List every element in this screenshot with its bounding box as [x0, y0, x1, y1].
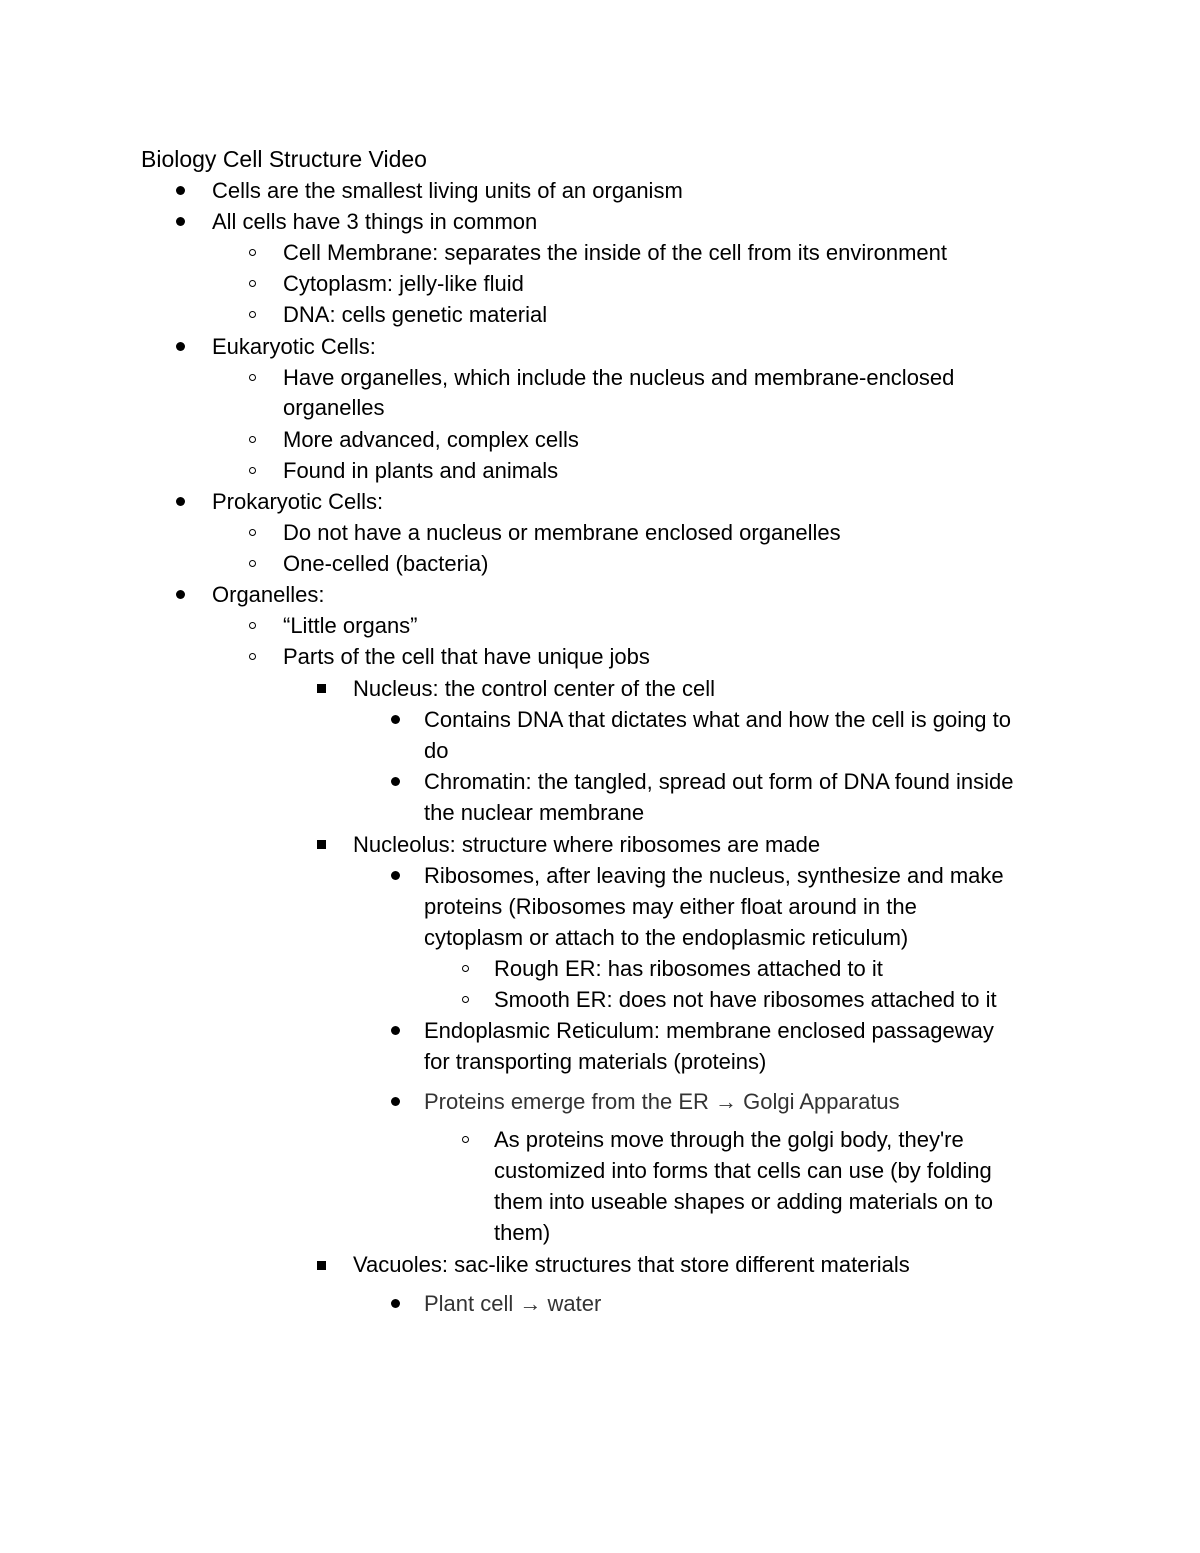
circle-bullet-icon [462, 996, 469, 1003]
circle-bullet-icon [462, 965, 469, 972]
list-item: Contains DNA that dictates what and how the cell is going to [424, 707, 1012, 732]
list-item: Cell Membrane: separates the inside of the cell from its environment [283, 240, 947, 265]
list-item: Have organelles, which include the nucleus and membrane-enclosed [283, 365, 955, 390]
disc-bullet-icon [391, 777, 400, 786]
circle-bullet-icon [249, 311, 256, 318]
list-item-continuation: them into useable shapes or adding materials on to [494, 1189, 993, 1214]
list-item: Parts of the cell that have unique jobs [283, 644, 650, 669]
disc-bullet-icon [176, 186, 185, 195]
list-item: Endoplasmic Reticulum: membrane enclosed passageway [424, 1018, 994, 1043]
circle-bullet-icon [249, 529, 256, 536]
disc-bullet-icon [391, 1097, 400, 1106]
list-item-continuation: cytoplasm or attach to the endoplasmic reticulum) [424, 925, 909, 950]
circle-bullet-icon [249, 653, 256, 660]
square-bullet-icon [317, 1261, 326, 1270]
list-item: More advanced, complex cells [283, 427, 579, 452]
list-item: DNA: cells genetic material [283, 302, 548, 327]
list-item: All cells have 3 things in common [212, 209, 538, 234]
circle-bullet-icon [249, 436, 256, 443]
circle-bullet-icon [249, 249, 256, 256]
disc-bullet-icon [391, 1026, 400, 1035]
list-item: Proteins emerge from the ER → Golgi Apparatus [424, 1089, 900, 1114]
circle-bullet-icon [249, 467, 256, 474]
list-item-continuation: do [424, 738, 449, 763]
circle-bullet-icon [462, 1136, 469, 1143]
list-item: Nucleolus: structure where ribosomes are made [353, 832, 821, 857]
disc-bullet-icon [176, 590, 185, 599]
disc-bullet-icon [176, 497, 185, 506]
list-item-continuation: proteins (Ribosomes may either float around in the [424, 894, 917, 919]
list-item-continuation: for transporting materials (proteins) [424, 1049, 767, 1074]
list-item: Rough ER: has ribosomes attached to it [494, 956, 883, 981]
list-item: Eukaryotic Cells: [212, 334, 376, 359]
disc-bullet-icon [391, 715, 400, 724]
list-item-continuation: the nuclear membrane [424, 800, 645, 825]
disc-bullet-icon [176, 217, 185, 226]
disc-bullet-icon [176, 342, 185, 351]
list-item: Nucleus: the control center of the cell [353, 676, 715, 701]
disc-bullet-icon [391, 871, 400, 880]
list-item: Chromatin: the tangled, spread out form of DNA found inside [424, 769, 1014, 794]
square-bullet-icon [317, 840, 326, 849]
list-item: Plant cell → water [424, 1291, 602, 1316]
list-item-continuation: them) [494, 1220, 551, 1245]
list-item: Found in plants and animals [283, 458, 559, 483]
circle-bullet-icon [249, 374, 256, 381]
circle-bullet-icon [249, 560, 256, 567]
list-item-continuation: organelles [283, 395, 385, 420]
list-item-continuation: customized into forms that cells can use (by folding [494, 1158, 992, 1183]
list-item: Organelles: [212, 582, 325, 607]
list-item: Do not have a nucleus or membrane enclosed organelles [283, 520, 841, 545]
list-item: Ribosomes, after leaving the nucleus, synthesize and make [424, 863, 1004, 888]
circle-bullet-icon [249, 280, 256, 287]
list-item: As proteins move through the golgi body, they're [494, 1127, 964, 1152]
list-item: One-celled (bacteria) [283, 551, 489, 576]
list-item: Prokaryotic Cells: [212, 489, 384, 514]
list-item: Cells are the smallest living units of an organism [212, 178, 683, 203]
square-bullet-icon [317, 684, 326, 693]
list-item: Smooth ER: does not have ribosomes attached to it [494, 987, 997, 1012]
list-item: “Little organs” [283, 613, 418, 638]
disc-bullet-icon [391, 1299, 400, 1308]
list-item: Cytoplasm: jelly-like fluid [283, 271, 524, 296]
circle-bullet-icon [249, 622, 256, 629]
document-title: Biology Cell Structure Video [141, 146, 427, 172]
list-item: Vacuoles: sac-like structures that store different materials [353, 1252, 910, 1277]
